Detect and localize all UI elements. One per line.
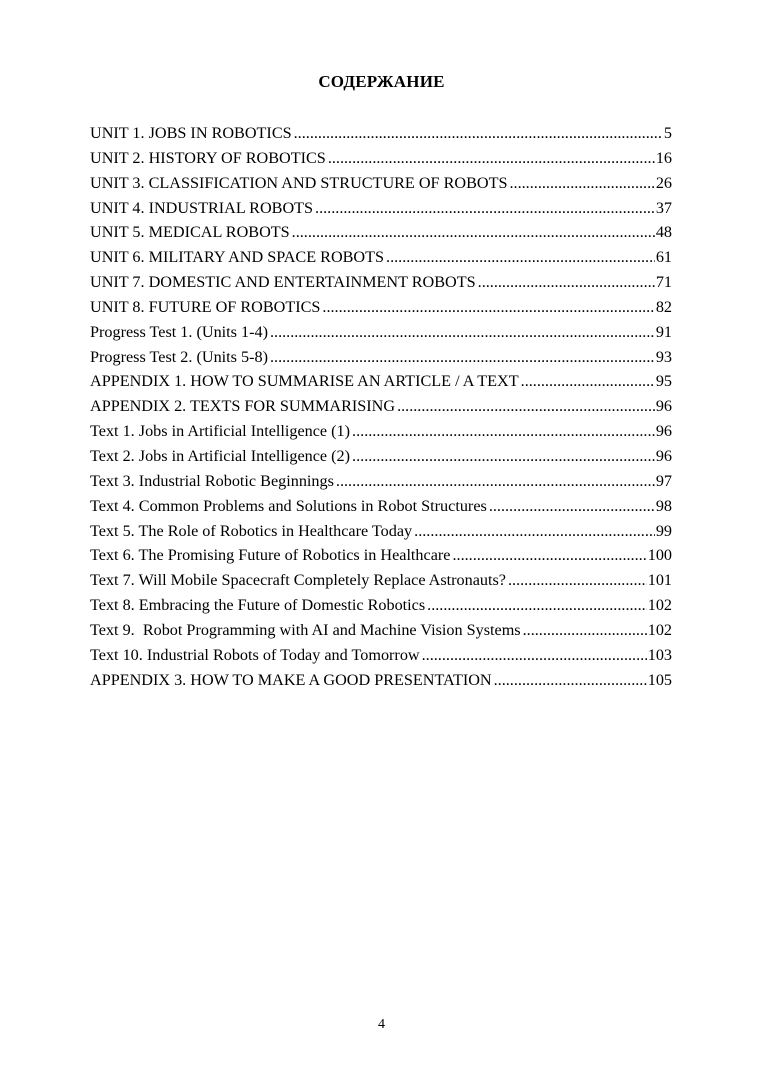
toc-entry[interactable] bbox=[90, 593, 672, 618]
toc-entry[interactable] bbox=[90, 519, 672, 544]
toc-entry-label: Text 4. Common Problems and Solutions in Robot Structures bbox=[90, 496, 487, 515]
toc-entry-label: UNIT 1. JOBS IN ROBOTICS bbox=[90, 124, 292, 142]
toc-dot-leader bbox=[508, 568, 647, 593]
toc-entry-page: 97 bbox=[655, 471, 672, 490]
toc-entry-page: 96 bbox=[655, 422, 672, 441]
toc-entry-label: APPENDIX 2. TEXTS FOR SUMMARISING bbox=[90, 397, 396, 416]
toc-entry-label: Text 2. Jobs in Artificial Intelligence (2) bbox=[90, 446, 351, 465]
toc-dot-leader bbox=[397, 394, 655, 419]
toc-entry-page: 26 bbox=[655, 173, 672, 192]
toc-entry-label: Text 8. Embracing the Future of Domestic Robotics bbox=[90, 596, 426, 615]
page-title: СОДЕРЖАНИЕ bbox=[318, 72, 445, 91]
toc-entry[interactable] bbox=[90, 146, 672, 171]
toc-entry-page: 71 bbox=[655, 273, 672, 292]
toc-entry[interactable] bbox=[90, 543, 672, 568]
toc-entry-label: Progress Test 1. (Units 1-4) bbox=[90, 322, 268, 341]
toc-dot-leader bbox=[414, 519, 655, 544]
toc-entry[interactable] bbox=[90, 444, 672, 469]
toc-entry[interactable] bbox=[90, 295, 672, 320]
toc-entry[interactable] bbox=[90, 618, 672, 643]
toc-entry-label: Text 5. The Role of Robotics in Healthcare Today bbox=[90, 521, 413, 540]
toc-entry-page: 16 bbox=[655, 148, 672, 167]
toc-entry-label: APPENDIX 3. HOW TO MAKE A GOOD PRESENTATION bbox=[90, 670, 492, 689]
toc-dot-leader bbox=[352, 444, 655, 469]
toc-dot-leader bbox=[352, 419, 655, 444]
toc-entry[interactable] bbox=[90, 394, 672, 419]
toc-dot-leader bbox=[292, 220, 655, 245]
toc-entry[interactable] bbox=[90, 220, 672, 245]
toc-entry-label: UNIT 2. HISTORY OF ROBOTICS bbox=[90, 148, 326, 167]
toc-entry[interactable] bbox=[90, 419, 672, 444]
toc-entry[interactable] bbox=[90, 568, 672, 593]
toc-entry-label: UNIT 4. INDUSTRIAL ROBOTS bbox=[90, 198, 314, 217]
toc-entry-page: 5 bbox=[663, 124, 672, 142]
toc-entry-page: 96 bbox=[655, 446, 672, 465]
toc-entry-label: UNIT 5. MEDICAL ROBOTS bbox=[90, 223, 290, 242]
toc-dot-leader bbox=[478, 270, 655, 295]
toc-entry[interactable] bbox=[90, 494, 672, 519]
toc-entry-label: Text 6. The Promising Future of Robotics in Healthcare bbox=[90, 546, 451, 565]
toc-entry-page: 105 bbox=[647, 670, 672, 689]
toc-dot-leader bbox=[336, 469, 655, 494]
toc-entry-page: 103 bbox=[647, 645, 672, 664]
toc-dot-leader bbox=[494, 668, 647, 693]
toc-dot-leader bbox=[489, 494, 655, 519]
toc-entry-label: UNIT 7. DOMESTIC AND ENTERTAINMENT ROBOTS bbox=[90, 273, 476, 292]
toc-entry-page: 99 bbox=[655, 521, 672, 540]
toc-entry-label: Text 10. Industrial Robots of Today and Tomorrow bbox=[90, 645, 420, 664]
toc-entry[interactable] bbox=[90, 320, 672, 345]
toc-entry-label: Text 1. Jobs in Artificial Intelligence (1) bbox=[90, 422, 351, 441]
toc-dot-leader bbox=[328, 146, 655, 171]
toc-entry-page: 93 bbox=[655, 347, 672, 366]
toc-entry[interactable] bbox=[90, 121, 672, 146]
toc-entry-label: UNIT 8. FUTURE OF ROBOTICS bbox=[90, 297, 321, 316]
toc-entry[interactable] bbox=[90, 245, 672, 270]
toc-entry[interactable] bbox=[90, 668, 672, 693]
toc-entry-page: 82 bbox=[655, 297, 672, 316]
toc-entry-page: 98 bbox=[655, 496, 672, 515]
toc-dot-leader bbox=[523, 618, 647, 643]
toc-dot-leader bbox=[422, 643, 647, 668]
toc-entry-label: UNIT 6. MILITARY AND SPACE ROBOTS bbox=[90, 248, 385, 267]
toc-entry-page: 96 bbox=[655, 397, 672, 416]
toc-entry[interactable] bbox=[90, 469, 672, 494]
toc-entry-page: 100 bbox=[647, 546, 672, 565]
toc-entry-label: Text 7. Will Mobile Spacecraft Completely Replace Astronauts? bbox=[90, 571, 506, 590]
toc-dot-leader bbox=[315, 196, 655, 221]
toc-entry-page: 102 bbox=[647, 620, 672, 639]
toc-dot-leader bbox=[509, 171, 654, 196]
toc-entry[interactable] bbox=[90, 171, 672, 196]
toc-entry[interactable] bbox=[90, 369, 672, 394]
toc-dot-leader bbox=[270, 345, 655, 370]
table-of-contents bbox=[90, 121, 672, 692]
toc-entry-page: 95 bbox=[655, 372, 672, 391]
toc-entry[interactable] bbox=[90, 643, 672, 668]
toc-dot-leader bbox=[521, 369, 655, 394]
toc-entry-label: APPENDIX 1. HOW TO SUMMARISE AN ARTICLE / A TEXT bbox=[90, 372, 519, 391]
toc-entry-page: 61 bbox=[655, 248, 672, 267]
toc-entry-label: Text 9. Robot Programming with AI and Machine Vision Systems bbox=[90, 620, 521, 639]
toc-entry[interactable] bbox=[90, 345, 672, 370]
toc-entry-page: 91 bbox=[655, 322, 672, 341]
toc-entry-page: 101 bbox=[647, 571, 672, 590]
toc-entry-label: Progress Test 2. (Units 5-8) bbox=[90, 347, 268, 366]
toc-entry-page: 48 bbox=[655, 223, 672, 242]
toc-entry[interactable] bbox=[90, 270, 672, 295]
toc-entry-page: 102 bbox=[647, 596, 672, 615]
toc-dot-leader bbox=[452, 543, 646, 568]
toc-dot-leader bbox=[294, 121, 663, 146]
toc-dot-leader bbox=[427, 593, 647, 618]
toc-dot-leader bbox=[386, 245, 655, 270]
toc-entry-label: UNIT 3. CLASSIFICATION AND STRUCTURE OF ROBOTS bbox=[90, 173, 508, 192]
toc-dot-leader bbox=[322, 295, 654, 320]
toc-entry-label: Text 3. Industrial Robotic Beginnings bbox=[90, 471, 334, 490]
toc-dot-leader bbox=[270, 320, 655, 345]
page-number: 4 bbox=[378, 1017, 385, 1032]
toc-entry[interactable] bbox=[90, 196, 672, 221]
toc-entry-page: 37 bbox=[655, 198, 672, 217]
